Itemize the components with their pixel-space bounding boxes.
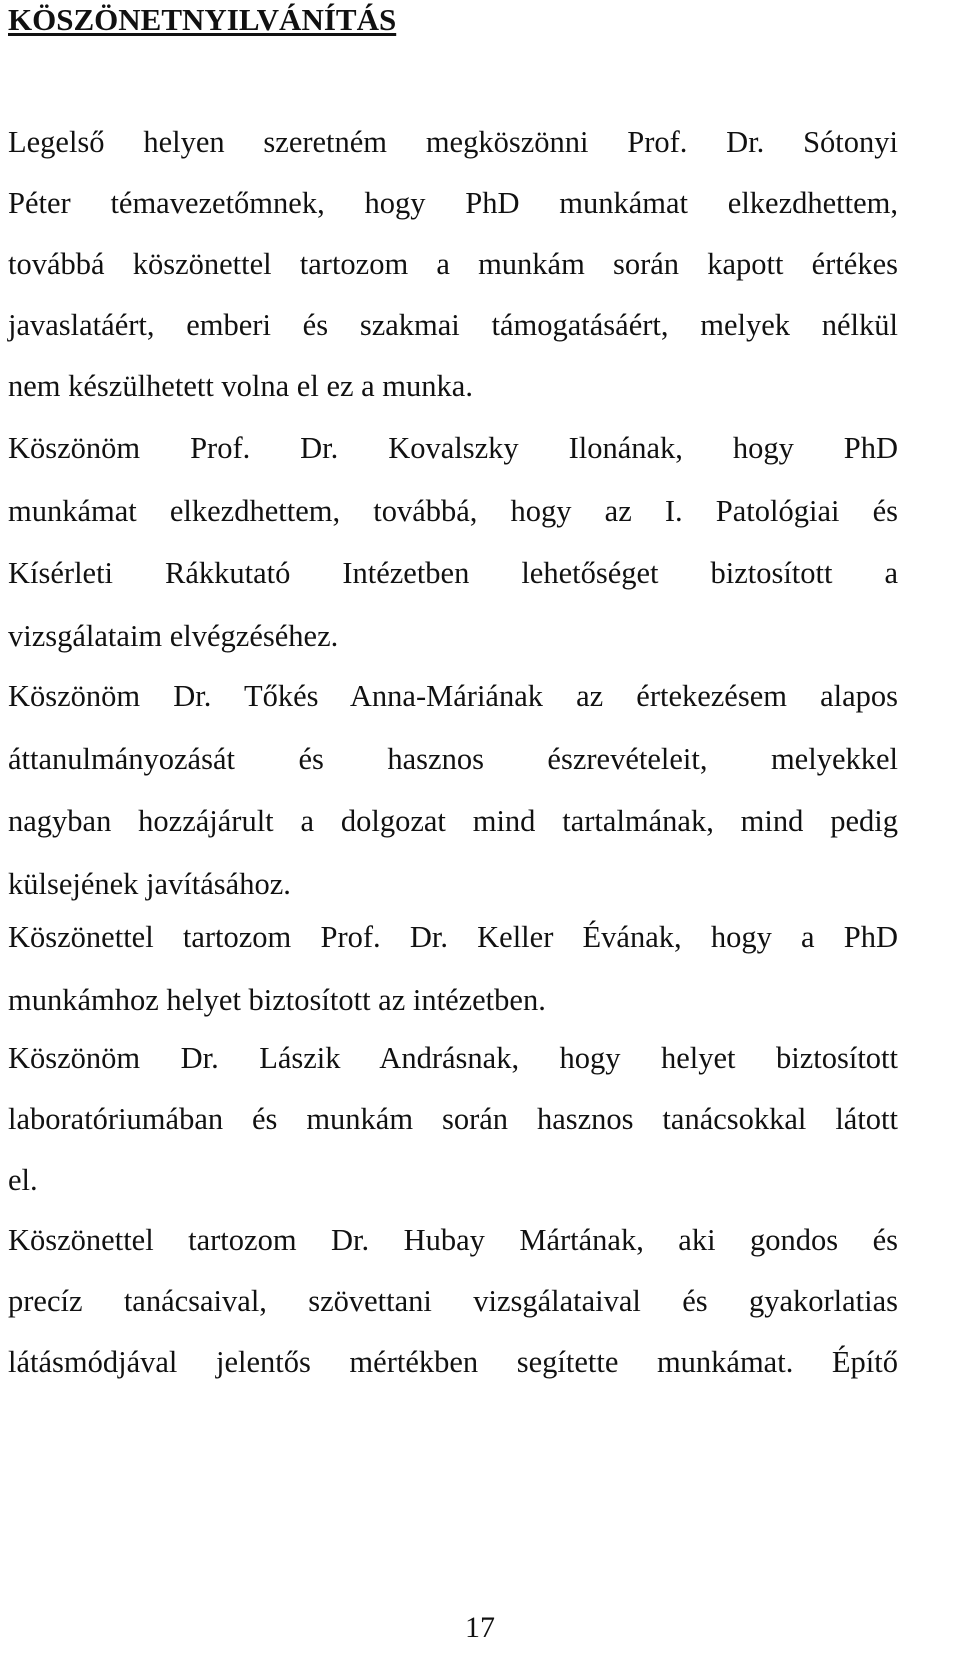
text-line: Kísérleti Rákkutató Intézetben lehetőséget biztosított a (8, 556, 898, 590)
text-line: precíz tanácsaival, szövettani vizsgálataival és gyakorlatias (8, 1284, 898, 1318)
text-line: Köszönettel tartozom Prof. Dr. Keller Évának, hogy a PhD (8, 920, 898, 954)
text-line: áttanulmányozását és hasznos észrevételeit, melyekkel (8, 741, 898, 776)
paragraph-tokes (8, 665, 898, 915)
paragraph-supervisor (8, 112, 898, 417)
text-line: nagyban hozzájárult a dolgozat mind tartalmának, mind pedig (8, 804, 898, 838)
page-number: 17 (465, 1611, 495, 1644)
page-title: KÖSZÖNETNYILVÁNÍTÁS (8, 2, 397, 37)
text-line: munkámhoz helyet biztosított az intézetben. (8, 982, 546, 1017)
text-line: nem készülhetett volna el ez a munka. (8, 369, 473, 403)
text-line: Köszönettel tartozom Dr. Hubay Mártának, aki gondos és (8, 1223, 898, 1257)
text-line: látásmódjával jelentős mértékben segítette munkámat. Építő (8, 1345, 898, 1379)
text-line: javaslatáért, emberi és szakmai támogatásáért, melyek nélkül (8, 308, 898, 342)
text-line: Legelső helyen szeretném megköszönni Prof. Dr. Sótonyi (8, 125, 898, 159)
text-line: Péter témavezetőmnek, hogy PhD munkámat elkezdhettem, (8, 186, 898, 220)
text-line: vizsgálataim elvégzéséhez. (8, 618, 339, 653)
paragraph-laszik (8, 1028, 898, 1211)
text-line: külsejének javításához. (8, 866, 291, 901)
paragraph-keller (8, 906, 898, 1031)
paragraph-kovalszky (8, 417, 898, 667)
text-line: munkámat elkezdhettem, továbbá, hogy az I. Patológiai és (8, 493, 898, 528)
text-line: laboratóriumában és munkám során hasznos tanácsokkal látott (8, 1102, 898, 1136)
text-line: el. (8, 1163, 38, 1197)
text-line: továbbá köszönettel tartozom a munkám során kapott értékes (8, 247, 898, 281)
document-page (8, 0, 898, 1670)
paragraph-hubay (8, 1210, 898, 1393)
text-line: Köszönöm Prof. Dr. Kovalszky Ilonának, hogy PhD (8, 431, 898, 465)
text-line: Köszönöm Dr. Lászik Andrásnak, hogy helyet biztosított (8, 1041, 898, 1075)
text-line: Köszönöm Dr. Tőkés Anna-Máriának az értekezésem alapos (8, 679, 898, 713)
